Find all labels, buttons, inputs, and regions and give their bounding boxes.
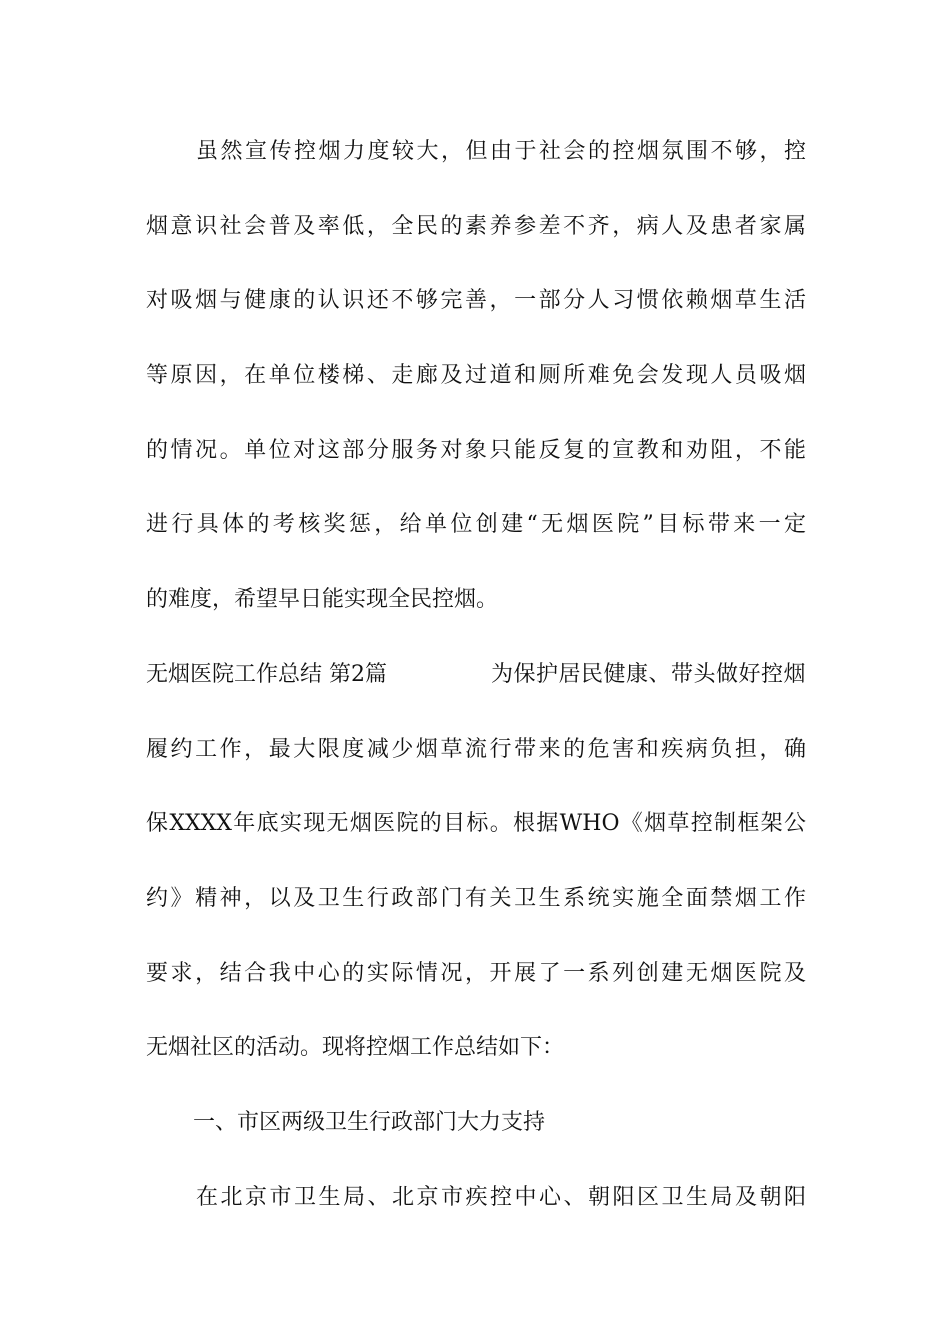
- section-title: 无烟医院工作总结 第2篇: [146, 662, 387, 687]
- section1-line-1: 在北京市卫生局、北京市疾控中心、朝阳区卫生局及朝阳: [196, 1185, 806, 1210]
- paragraph1-line-4: 等原因，在单位楼梯、走廊及过道和厕所难免会发现人员吸烟: [146, 363, 806, 388]
- paragraph1-line-6: 进行具体的考核奖惩，给单位创建“无烟医院”目标带来一定: [146, 512, 806, 537]
- paragraph2-line-3: 保XXXX年底实现无烟医院的目标。根据WHO《烟草控制框架公: [146, 811, 806, 836]
- paragraph2-line-6: 无烟社区的活动。现将控烟工作总结如下：: [146, 1035, 565, 1060]
- paragraph2-line-2: 履约工作，最大限度减少烟草流行带来的危害和疾病负担，确: [146, 737, 806, 762]
- section1-heading: 一、市区两级卫生行政部门大力支持: [193, 1110, 546, 1135]
- paragraph2-line-1: 为保护居民健康、带头做好控烟: [490, 662, 806, 687]
- paragraph2-line-4: 约》精神，以及卫生行政部门有关卫生系统实施全面禁烟工作: [146, 886, 806, 911]
- paragraph1-line-5: 的情况。单位对这部分服务对象只能反复的宣教和劝阻，不能: [146, 438, 806, 463]
- paragraph2-line-5: 要求，结合我中心的实际情况，开展了一系列创建无烟医院及: [146, 961, 806, 986]
- paragraph1-line-1: 虽然宣传控烟力度较大，但由于社会的控烟氛围不够，控: [196, 139, 806, 164]
- paragraph2-first-line: [146, 660, 806, 690]
- paragraph1-line-2: 烟意识社会普及率低，全民的素养参差不齐，病人及患者家属: [146, 214, 806, 239]
- paragraph1-line-7: 的难度，希望早日能实现全民控烟。: [146, 587, 499, 612]
- paragraph1-line-3: 对吸烟与健康的认识还不够完善，一部分人习惯依赖烟草生活: [146, 288, 806, 313]
